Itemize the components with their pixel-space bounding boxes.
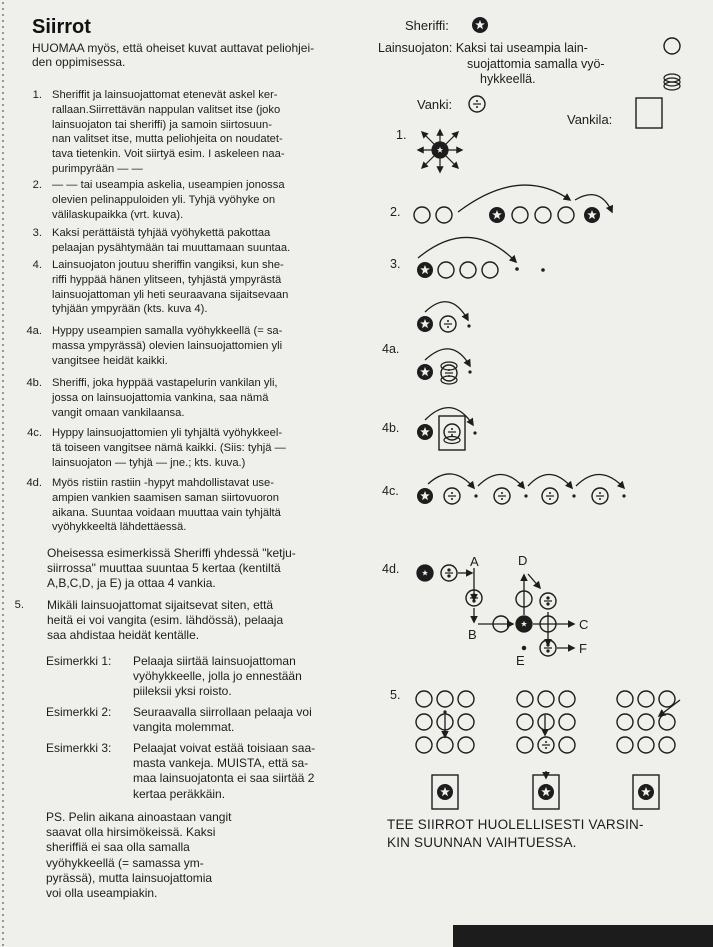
example-paragraph-line: siirrossa" muuttaa suuntaa 5 kertaa (kentiltä bbox=[47, 561, 281, 576]
rule-line: — — tai useampia askelia, useampien jonossa bbox=[52, 179, 285, 191]
zone-circle bbox=[638, 737, 654, 753]
example-line: masta vankeja. MUISTA, että sa- bbox=[133, 756, 309, 771]
letter-a: A bbox=[470, 554, 479, 569]
zone-circle bbox=[517, 691, 533, 707]
rule-line: tava tietenkin. Voit siirtyä esim. I askeleen naa- bbox=[52, 148, 285, 161]
legend-prisoner-label: Vanki: bbox=[417, 97, 453, 112]
rule-line: nan valitset itse, mutta peliohjeita on noudatet- bbox=[52, 133, 283, 146]
rule-line: välilaskupaikka (vrt. kuva). bbox=[52, 208, 184, 221]
legend-outlaw-line-2: suojattomia samalla vyö- bbox=[467, 57, 605, 71]
rule-line: Sheriffi, joka hyppää vastapelurin vankilan yli, bbox=[52, 377, 278, 389]
rule-5-line: heitä ei voi vangita (esim. lähdössä), pelaaja bbox=[47, 613, 284, 628]
rule-5-line: Mikäli lainsuojattomat sijaitsevat siten, että bbox=[47, 598, 274, 612]
rule-number: 4. bbox=[32, 259, 42, 271]
figure-4a-multiple-capture bbox=[417, 349, 472, 384]
ps-line: sheriffiä ei saa olla samalla bbox=[46, 840, 190, 855]
zone-circle bbox=[617, 737, 633, 753]
zone-circle bbox=[416, 691, 432, 707]
rule-number: 1. bbox=[32, 89, 42, 101]
rule-line: Hyppy lainsuojattomien yli tyhjältä vyöhykkeel- bbox=[52, 427, 283, 439]
example-line: vyöhykkeelle, jolla jo ennestään bbox=[133, 669, 302, 684]
letter-d: D bbox=[518, 553, 528, 568]
example-line: Seuraavalla siirrollaan pelaaja voi bbox=[133, 705, 312, 719]
zone-circle bbox=[416, 714, 432, 730]
rule-number: 3. bbox=[32, 227, 42, 239]
zone-circle bbox=[617, 691, 633, 707]
letter-c: C bbox=[579, 617, 589, 632]
zone-circle bbox=[458, 737, 474, 753]
rule-line: purimpyrään — — bbox=[52, 163, 143, 175]
rule-number: 5. bbox=[14, 599, 24, 611]
rule-number: 4d. bbox=[26, 477, 42, 489]
example-line: Pelaaja siirtää lainsuojattoman bbox=[133, 654, 296, 668]
figure-4d-criss-cross bbox=[417, 565, 574, 656]
rule-line: tyhjään ympyrään (kts. kuva 4). bbox=[52, 303, 208, 316]
zone-circle bbox=[517, 737, 533, 753]
ps-line: voi olla useampiakin. bbox=[46, 886, 158, 900]
example-line: kertaa peräkkäin. bbox=[133, 786, 226, 801]
prison-box bbox=[533, 775, 559, 809]
page-shadow-corner bbox=[453, 925, 713, 947]
zone-circle bbox=[659, 737, 675, 753]
example-paragraph-line: Oheisessa esimerkissä Sheriffi yhdessä "ketju- bbox=[47, 546, 296, 560]
example-line: Pelaajat voivat estää toisiaan saa- bbox=[133, 741, 316, 755]
example-line: vangita molemmat. bbox=[133, 720, 235, 735]
rule-line: rallaan.Siirrettävän nappulan valitset itse (joko bbox=[52, 103, 281, 116]
figure-label-5: 5. bbox=[390, 688, 401, 702]
letter-e: E bbox=[516, 653, 525, 668]
figure-4b-prison-jump bbox=[417, 408, 477, 450]
rule-line: Kaksi perättäistä tyhjää vyöhykettä pakottaa bbox=[52, 227, 271, 239]
zone-circle bbox=[517, 714, 533, 730]
rule-line: vyöhykkeeltä lähdettäessä. bbox=[52, 521, 187, 534]
zone-circle bbox=[538, 714, 554, 730]
figure-label-4c: 4c. bbox=[382, 484, 399, 498]
figure-4c-chain bbox=[417, 474, 626, 504]
prison-icon bbox=[636, 98, 662, 128]
figure-label-4d: 4d. bbox=[382, 562, 400, 576]
letter-b: B bbox=[468, 627, 477, 642]
rule-line: aikana. Suuntaa voidaan muuttaa vain tyhjältä bbox=[52, 506, 281, 519]
rule-line: vangitsee heidät kaikki. bbox=[52, 354, 168, 367]
figure-label-4b: 4b. bbox=[382, 421, 400, 435]
example-line: piileksii yksi roisto. bbox=[133, 684, 232, 699]
example-label: Esimerkki 3: bbox=[46, 741, 112, 755]
example-label: Esimerkki 1: bbox=[46, 654, 112, 668]
figure-3-stop bbox=[417, 237, 545, 278]
ps-line: pyrässä), mutta lainsuojattomia bbox=[46, 870, 213, 885]
figure-5-examples bbox=[416, 691, 680, 809]
rule-line: tä toiseen vangitsee nämä kaikki. (Siis: tyhjä — bbox=[52, 441, 286, 454]
prisoner-icon bbox=[538, 737, 554, 753]
letter-f: F bbox=[579, 641, 587, 656]
figure-label-2: 2. bbox=[390, 205, 401, 219]
zone-circle bbox=[659, 691, 675, 707]
rule-line: lainsuojattoman yli heti seuraavana sijaitsevaan bbox=[52, 288, 289, 301]
rule-line: ampien vankien saamisen saman siirtovuoron bbox=[52, 491, 279, 504]
figure-label-1: 1. bbox=[396, 128, 407, 142]
intro-line-2: den oppimisessa. bbox=[32, 55, 126, 69]
figure-label-4a: 4a. bbox=[382, 342, 400, 356]
move-dot bbox=[443, 710, 446, 713]
rule-line: Lainsuojaton joutuu sheriffin vangiksi, kun she- bbox=[52, 259, 284, 271]
footer-line-2: KIN SUUNNAN VAIHTUESSA. bbox=[387, 835, 577, 850]
rule-line: pelaajan pysähtymään tai muuttamaan suuntaa. bbox=[52, 241, 291, 254]
figure-1-directions bbox=[418, 130, 462, 172]
outlaw-icon bbox=[664, 38, 680, 54]
zone-circle bbox=[559, 691, 575, 707]
legend-sheriff-label: Sheriffi: bbox=[405, 18, 449, 33]
rule-line: lainsuojaton — tyhjä — jne.; kts. kuva.) bbox=[52, 456, 246, 469]
zone-circle bbox=[559, 714, 575, 730]
ps-line: saavat olla hirsimökeissä. Kaksi bbox=[46, 825, 216, 840]
page-title: Siirrot bbox=[32, 16, 91, 38]
zone-circle bbox=[559, 737, 575, 753]
rule-line: jossa on lainsuojattomia vankina, saa nämä bbox=[52, 391, 269, 404]
rule-line: massa ympyrässä) olevien lainsuojattomien yli bbox=[52, 339, 283, 352]
zone-circle bbox=[458, 714, 474, 730]
intro-line-1: HUOMAA myös, että oheiset kuvat auttavat peliohjei- bbox=[32, 41, 315, 55]
legend-prison-label: Vankila: bbox=[567, 112, 613, 127]
rule-5-line: saa ahdistaa heidät kentälle. bbox=[47, 628, 200, 643]
prisoner-icon bbox=[469, 96, 485, 112]
rule-line: Myös ristiin rastiin -hypyt mahdollistavat use- bbox=[52, 477, 274, 489]
legend-outlaw-line-1: Lainsuojaton: Kaksi tai useampia lain- bbox=[378, 41, 588, 55]
figure-4-capture bbox=[417, 302, 471, 332]
zone-circle bbox=[617, 714, 633, 730]
ps-line: vyöhykkeellä (= samassa ym- bbox=[46, 855, 204, 870]
move-arrow bbox=[659, 700, 680, 716]
zone-circle bbox=[659, 714, 675, 730]
prison-box bbox=[432, 775, 458, 809]
zone-circle bbox=[638, 714, 654, 730]
zone-circle bbox=[437, 691, 453, 707]
zone-circle bbox=[538, 691, 554, 707]
prison-box bbox=[633, 775, 659, 809]
rule-number: 2. bbox=[32, 179, 42, 191]
outlaws-stack-icon bbox=[664, 74, 680, 90]
rule-number: 4c. bbox=[27, 427, 42, 439]
example-paragraph-line: A,B,C,D, ja E) ja ottaa 4 vankia. bbox=[47, 576, 216, 591]
rule-line: vangit omaan vankilaansa. bbox=[52, 406, 185, 419]
zone-circle bbox=[437, 737, 453, 753]
example-label: Esimerkki 2: bbox=[46, 705, 112, 719]
rule-number: 4a. bbox=[26, 325, 42, 337]
rule-line: olevien pelinappuloiden yli. Tyhjä vyöhyke on bbox=[52, 193, 276, 206]
zone-circle bbox=[458, 691, 474, 707]
ps-line: PS. Pelin aikana ainoastaan vangit bbox=[46, 810, 232, 824]
zone-circle bbox=[638, 691, 654, 707]
rule-line: lainsuojaton tai sheriffi) ja samoin siirtosuun- bbox=[52, 118, 272, 131]
legend-outlaw-line-3: hykkeellä. bbox=[480, 72, 536, 86]
rule-line: Sheriffit ja lainsuojattomat etenevät askel ker- bbox=[52, 89, 278, 101]
rule-line: riffi hyppää hänen ylitseen, tyhjästä ympyrästä bbox=[52, 273, 282, 286]
footer-line-1: TEE SIIRROT HUOLELLISESTI VARSIN- bbox=[387, 817, 644, 832]
figure-2-multi-step bbox=[414, 185, 612, 223]
zone-circle bbox=[416, 737, 432, 753]
rule-line: Hyppy useampien samalla vyöhykkeellä (= sa- bbox=[52, 325, 283, 337]
example-line: maa lainsuojatonta ei saa siirtää 2 bbox=[133, 771, 315, 786]
figure-label-3: 3. bbox=[390, 257, 401, 271]
sheriff-icon bbox=[472, 17, 488, 33]
rule-number: 4b. bbox=[26, 377, 42, 389]
